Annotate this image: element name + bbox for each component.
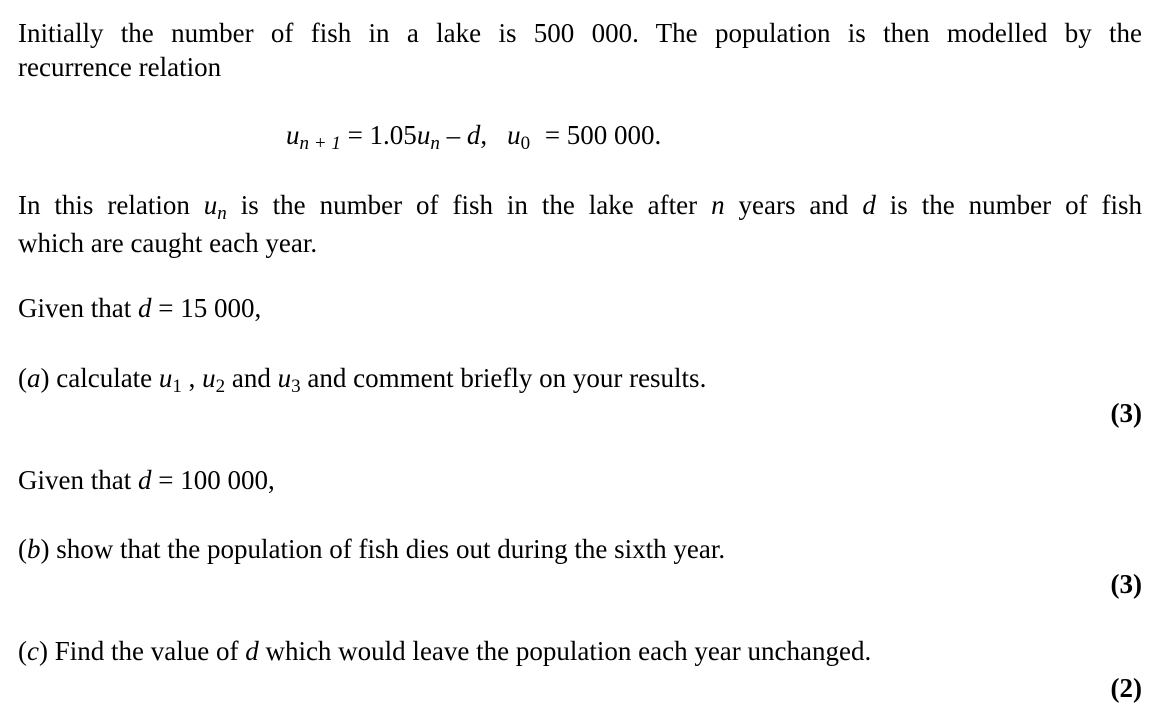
relation-line-2: which are caught each year. [18, 228, 318, 258]
question-part-c [18, 634, 871, 668]
intro-paragraph [18, 16, 1142, 84]
formula-rhs-var: u [416, 120, 431, 150]
formula-lhs-var: u [286, 120, 300, 150]
relation-d: d [862, 190, 876, 220]
formula-comma: , [480, 120, 488, 150]
given1-text: Given that [18, 293, 138, 323]
relation-un-subscript: n [217, 203, 227, 224]
relation-text-1: In this relation [18, 190, 204, 220]
given-d-100000 [18, 463, 275, 497]
part-b-marks: (3) [1110, 569, 1142, 599]
relation-paragraph [18, 188, 1142, 260]
formula-initial-value: = 500 000. [538, 120, 662, 150]
part-a-and: and [225, 363, 278, 393]
part-a-u1-var: u [158, 363, 173, 393]
part-c-rest: which would leave the population each year unchanged. [258, 636, 872, 666]
question-part-a [18, 361, 706, 399]
part-b-text: ) show that the population of fish dies out during the sixth year. [40, 534, 726, 564]
question-part-b [18, 532, 725, 566]
part-c-open-paren: ( [18, 636, 27, 666]
part-c-marks: (2) [1110, 673, 1142, 703]
formula-minus: – [439, 120, 467, 150]
part-a-u1-subscript: 1 [172, 376, 182, 397]
part-a-separator: , [181, 363, 203, 393]
relation-n: n [711, 190, 725, 220]
relation-text-3: years and [724, 190, 863, 220]
formula-equals-coefficient: = 1.05 [340, 120, 417, 150]
formula-d: d [466, 120, 481, 150]
part-b-open-paren: ( [18, 534, 27, 564]
formula-u0-subscript: 0 [520, 133, 531, 154]
question-page [18, 0, 1142, 709]
relation-un-var: u [203, 190, 218, 220]
relation-text-2: is the number of fish in the lake after [226, 190, 712, 220]
part-a-rest: and comment briefly on your results. [300, 363, 707, 393]
given2-d: d [137, 465, 152, 495]
part-c-text: ) Find the value of [38, 636, 246, 666]
given2-text: Given that [18, 465, 138, 495]
given2-value: = 100 000, [151, 465, 275, 495]
given-d-15000 [18, 291, 261, 325]
part-a-open-paren: ( [18, 363, 27, 393]
formula-rhs-subscript: n [430, 133, 440, 154]
part-a-u2-subscript: 2 [215, 376, 226, 397]
intro-line-2: recurrence relation [18, 52, 222, 82]
part-a-text: ) calculate [40, 363, 159, 393]
part-a-letter: a [27, 363, 41, 393]
given1-value: = 15 000, [151, 293, 262, 323]
part-c-d: d [245, 636, 259, 666]
relation-text-4: is the number of fish [875, 190, 1143, 220]
part-a-marks: (3) [1110, 398, 1142, 428]
relation-line-1 [18, 188, 1142, 226]
intro-line-1: Initially the number of fish in a lake is 500 000. The population is then modelled by the [18, 18, 1142, 48]
given1-d: d [137, 293, 152, 323]
formula-u0-var: u [507, 120, 521, 150]
part-b-letter: b [27, 534, 41, 564]
part-a-u2-var: u [202, 363, 216, 393]
part-a-u3-subscript: 3 [291, 376, 301, 397]
formula-lhs-subscript: n + 1 [299, 133, 341, 154]
part-a-u3-var: u [277, 363, 292, 393]
part-c-letter: c [27, 636, 39, 666]
recurrence-formula [286, 118, 661, 156]
